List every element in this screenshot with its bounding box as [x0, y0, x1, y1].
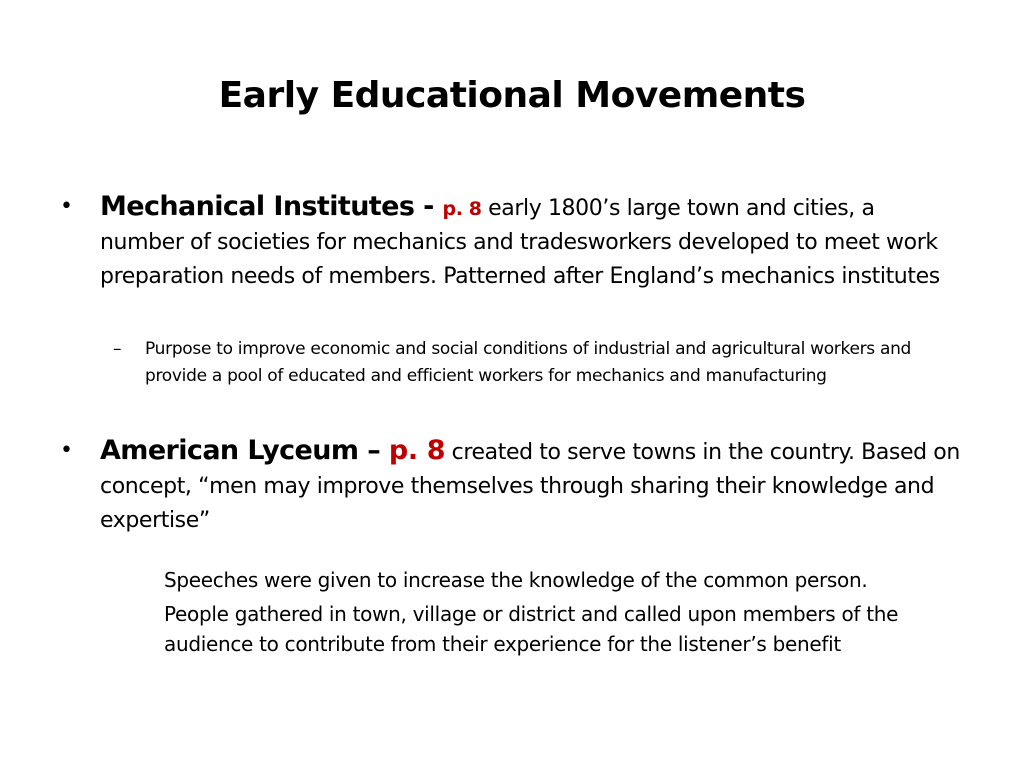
bullet-text: early 1800’s large town and cities, a number of societies for mechanics and tradesworkers developed to meet work preparation needs of members. Patterned after England’s mechanics institutes — [100, 196, 940, 289]
bullet-text: created to serve towns in the country. Based on concept, “men may improve themselves through sharing their knowledge and expertise” — [100, 440, 960, 533]
indented-paragraph-speeches: Speeches were given to increase the knowledge of the common person. — [164, 568, 868, 592]
bullet-mechanical-institutes — [60, 190, 960, 294]
bullet-american-lyceum — [60, 434, 960, 538]
page-reference: p. 8 — [442, 198, 482, 220]
bullet-icon: • — [60, 194, 73, 219]
bullet-heading: American Lyceum – — [100, 435, 389, 466]
bullet-heading: Mechanical Institutes - — [100, 191, 443, 222]
indented-paragraph-gathered: People gathered in town, village or district and called upon members of the audience to contribute from their experience for the listener’s benefit — [164, 602, 899, 656]
sub-bullet-text: Purpose to improve economic and social conditions of industrial and agricultural workers and provide a pool of educated and efficient workers for mechanics and manufacturing — [145, 339, 912, 386]
slide-title: Early Educational Movements — [218, 75, 806, 116]
page-reference: p. 8 — [388, 435, 446, 466]
sub-bullet-purpose — [113, 336, 925, 390]
dash-icon: – — [113, 339, 122, 359]
bullet-icon: • — [60, 438, 73, 463]
